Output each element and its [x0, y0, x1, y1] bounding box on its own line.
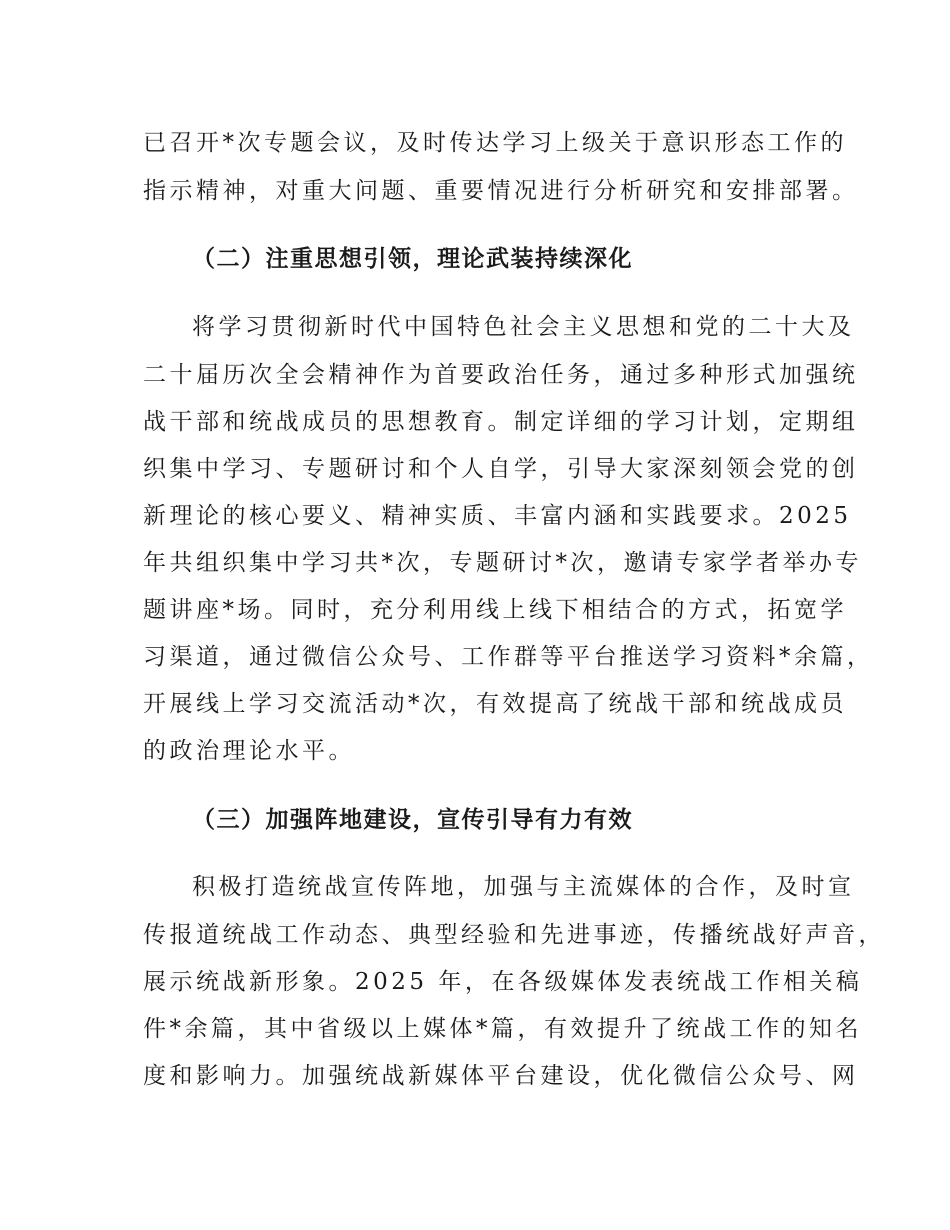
paragraph-line: 传报道统战工作动态、典型经验和先进事迹，传播统战好声音，: [143, 922, 885, 948]
paragraph-line: 度和影响力。加强统战新媒体平台建设，优化微信公众号、网: [143, 1063, 859, 1089]
section-heading-2: （二）注重思想引领，理论武装持续深化: [192, 246, 633, 272]
section-heading-3: （三）加强阵地建设，宣传引导有力有效: [192, 807, 633, 833]
paragraph-line: 已召开*次专题会议，及时传达学习上级关于意识形态工作的: [143, 130, 847, 156]
paragraph-line: 的政治理论水平。: [143, 738, 355, 764]
paragraph-line: 指示精神，对重大问题、重要情况进行分析研究和安排部署。: [143, 178, 859, 204]
paragraph-line: 件*余篇，其中省级以上媒体*篇，有效提升了统战工作的知名: [143, 1016, 862, 1042]
paragraph-line: 年共组织集中学习共*次，专题研讨*次，邀请专家学者举办专: [143, 550, 862, 576]
paragraph-line: 战干部和统战成员的思想教育。制定详细的学习计划，定期组: [143, 409, 859, 435]
paragraph-line: 题讲座*场。同时，充分利用线上线下相结合的方式，拓宽学: [143, 597, 847, 623]
paragraph-line: 织集中学习、专题研讨和个人自学，引导大家深刻领会党的创: [143, 456, 859, 482]
paragraph-line: 新理论的核心要义、精神实质、丰富内涵和实践要求。2025: [143, 503, 852, 529]
paragraph-line: 积极打造统战宣传阵地，加强与主流媒体的合作，及时宣: [192, 874, 855, 900]
paragraph-line: 开展线上学习交流活动*次，有效提高了统战干部和统战成员: [143, 691, 847, 717]
paragraph-line: 二十届历次全会精神作为首要政治任务，通过多种形式加强统: [143, 362, 859, 388]
paragraph-line: 习渠道，通过微信公众号、工作群等平台推送学习资料*余篇，: [143, 644, 874, 670]
paragraph-line: 展示统战新形象。2025 年，在各级媒体发表统战工作相关稿: [143, 969, 863, 995]
paragraph-line: 将学习贯彻新时代中国特色社会主义思想和党的二十大及: [192, 314, 855, 340]
